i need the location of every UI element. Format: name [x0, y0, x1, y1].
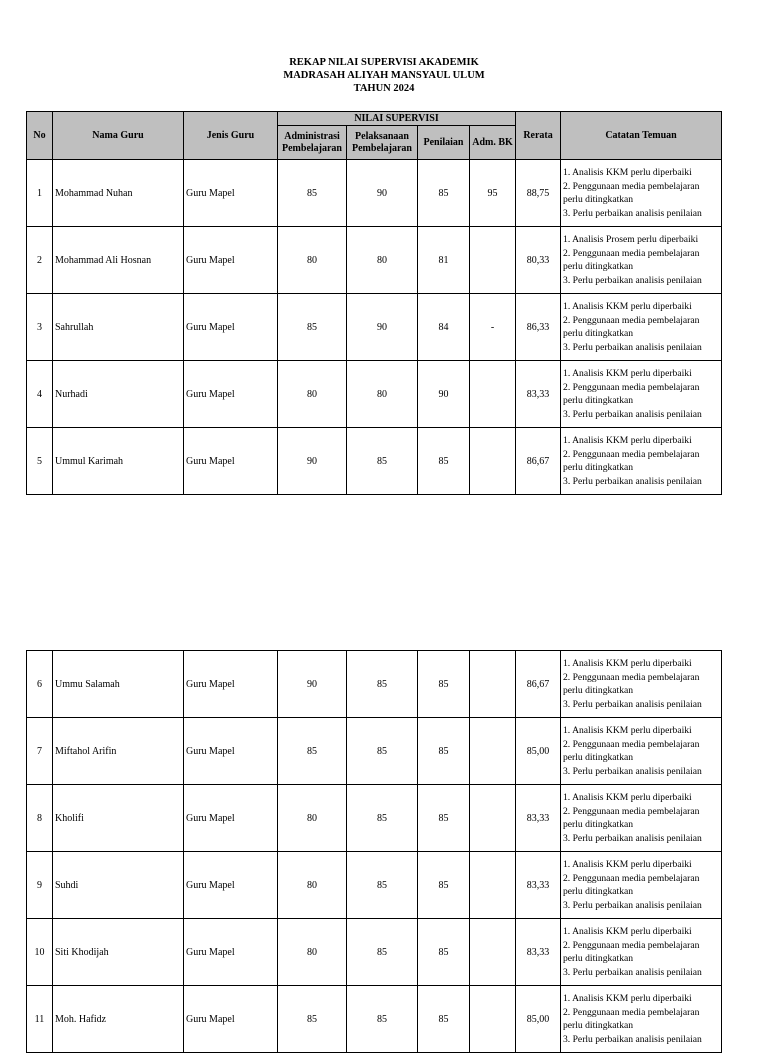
row-adm-bk: [470, 428, 516, 495]
note-line: perlu ditingkatkan: [563, 1020, 634, 1031]
note-line: perlu ditingkatkan: [563, 462, 634, 473]
row-catatan-temuan: [561, 718, 722, 785]
row-adm-bk: [470, 651, 516, 718]
row-jenis-guru: Guru Mapel: [184, 852, 278, 919]
row-no: 4: [27, 361, 53, 428]
row-no: 8: [27, 785, 53, 852]
row-nama-guru: Nurhadi: [53, 361, 184, 428]
row-catatan-temuan: [561, 294, 722, 361]
table-body-page-1: [27, 160, 722, 495]
row-jenis-guru: Guru Mapel: [184, 294, 278, 361]
row-pelaksanaan: 85: [347, 651, 418, 718]
note-line: 3. Perlu perbaikan analisis penilaian: [563, 274, 702, 286]
note-line: 1. Analisis KKM perlu diperbaiki: [563, 301, 692, 312]
note-line: 2. Penggunaan media pembelajaran: [563, 448, 700, 460]
row-jenis-guru: Guru Mapel: [184, 785, 278, 852]
row-nama-guru: Ummul Karimah: [53, 428, 184, 495]
row-jenis-guru: Guru Mapel: [184, 361, 278, 428]
row-administrasi: 85: [278, 294, 347, 361]
row-penilaian: 85: [418, 718, 470, 785]
note-line: 3. Perlu perbaikan analisis penilaian: [563, 765, 702, 777]
table-row: [27, 428, 722, 495]
row-pelaksanaan: 85: [347, 986, 418, 1053]
row-nama-guru: Mohammad Ali Hosnan: [53, 227, 184, 294]
row-administrasi: 85: [278, 718, 347, 785]
note-line: perlu ditingkatkan: [563, 328, 634, 339]
note-line: 2. Penggunaan media pembelajaran: [563, 381, 700, 393]
row-administrasi: 80: [278, 785, 347, 852]
note-line: 1. Analisis KKM perlu diperbaiki: [563, 926, 692, 937]
row-catatan-temuan: [561, 227, 722, 294]
row-administrasi: 90: [278, 651, 347, 718]
row-penilaian: 81: [418, 227, 470, 294]
row-no: 6: [27, 651, 53, 718]
note-line: 3. Perlu perbaikan analisis penilaian: [563, 408, 702, 420]
header-nama-guru: Nama Guru: [53, 112, 184, 160]
row-penilaian: 90: [418, 361, 470, 428]
row-rerata: 88,75: [516, 160, 561, 227]
header-jenis-guru: Jenis Guru: [184, 112, 278, 160]
table-row: [27, 986, 722, 1053]
row-no: 7: [27, 718, 53, 785]
note-line: 2. Penggunaan media pembelajaran: [563, 738, 700, 750]
table-row: [27, 227, 722, 294]
row-nama-guru: Moh. Hafidz: [53, 986, 184, 1053]
row-catatan-temuan: [561, 919, 722, 986]
note-line: perlu ditingkatkan: [563, 752, 634, 763]
row-jenis-guru: Guru Mapel: [184, 227, 278, 294]
note-line: 1. Analisis KKM perlu diperbaiki: [563, 993, 692, 1004]
note-line: 1. Analisis KKM perlu diperbaiki: [563, 658, 692, 669]
row-catatan-temuan: [561, 428, 722, 495]
row-no: 5: [27, 428, 53, 495]
header-nilai-supervisi: NILAI SUPERVISI: [278, 112, 516, 126]
note-line: 1. Analisis KKM perlu diperbaiki: [563, 859, 692, 870]
row-nama-guru: Mohammad Nuhan: [53, 160, 184, 227]
note-line: 3. Perlu perbaikan analisis penilaian: [563, 899, 702, 911]
row-no: 1: [27, 160, 53, 227]
note-line: 3. Perlu perbaikan analisis penilaian: [563, 832, 702, 844]
row-rerata: 85,00: [516, 986, 561, 1053]
row-jenis-guru: Guru Mapel: [184, 986, 278, 1053]
table-row: [27, 651, 722, 718]
header-penilaian: Penilaian: [418, 126, 470, 160]
note-line: 2. Penggunaan media pembelajaran: [563, 872, 700, 884]
row-penilaian: 85: [418, 986, 470, 1053]
row-jenis-guru: Guru Mapel: [184, 651, 278, 718]
note-line: perlu ditingkatkan: [563, 261, 634, 272]
row-adm-bk: [470, 785, 516, 852]
row-penilaian: 85: [418, 785, 470, 852]
header-rerata: Rerata: [516, 112, 561, 160]
header-adm-bk: Adm. BK: [470, 126, 516, 160]
row-administrasi: 80: [278, 361, 347, 428]
note-line: 3. Perlu perbaikan analisis penilaian: [563, 341, 702, 353]
row-pelaksanaan: 80: [347, 361, 418, 428]
header-administrasi: Administrasi Pembelajaran: [278, 126, 347, 160]
row-rerata: 86,67: [516, 651, 561, 718]
note-line: 1. Analisis KKM perlu diperbaiki: [563, 792, 692, 803]
row-administrasi: 85: [278, 986, 347, 1053]
row-jenis-guru: Guru Mapel: [184, 160, 278, 227]
row-rerata: 85,00: [516, 718, 561, 785]
row-administrasi: 80: [278, 852, 347, 919]
row-penilaian: 85: [418, 852, 470, 919]
row-pelaksanaan: 85: [347, 428, 418, 495]
note-line: 2. Penggunaan media pembelajaran: [563, 247, 700, 259]
row-rerata: 86,33: [516, 294, 561, 361]
note-line: 1. Analisis KKM perlu diperbaiki: [563, 435, 692, 446]
row-catatan-temuan: [561, 785, 722, 852]
row-penilaian: 84: [418, 294, 470, 361]
header-pelaksanaan: Pelaksanaan Pembelajaran: [347, 126, 418, 160]
note-line: 2. Penggunaan media pembelajaran: [563, 314, 700, 326]
row-catatan-temuan: [561, 986, 722, 1053]
row-adm-bk: -: [470, 294, 516, 361]
note-line: perlu ditingkatkan: [563, 886, 634, 897]
row-no: 10: [27, 919, 53, 986]
row-administrasi: 80: [278, 919, 347, 986]
row-no: 11: [27, 986, 53, 1053]
row-jenis-guru: Guru Mapel: [184, 428, 278, 495]
row-pelaksanaan: 90: [347, 294, 418, 361]
note-line: 2. Penggunaan media pembelajaran: [563, 671, 700, 683]
row-adm-bk: [470, 227, 516, 294]
row-administrasi: 85: [278, 160, 347, 227]
row-penilaian: 85: [418, 428, 470, 495]
note-line: 1. Analisis KKM perlu diperbaiki: [563, 368, 692, 379]
row-nama-guru: Sahrullah: [53, 294, 184, 361]
row-catatan-temuan: [561, 852, 722, 919]
note-line: perlu ditingkatkan: [563, 953, 634, 964]
row-administrasi: 90: [278, 428, 347, 495]
row-adm-bk: [470, 718, 516, 785]
row-pelaksanaan: 90: [347, 160, 418, 227]
row-penilaian: 85: [418, 160, 470, 227]
note-line: perlu ditingkatkan: [563, 194, 634, 205]
note-line: 3. Perlu perbaikan analisis penilaian: [563, 966, 702, 978]
row-jenis-guru: Guru Mapel: [184, 919, 278, 986]
table-row: [27, 294, 722, 361]
document-title: [0, 56, 768, 95]
table-row: [27, 718, 722, 785]
row-penilaian: 85: [418, 919, 470, 986]
row-adm-bk: [470, 986, 516, 1053]
row-penilaian: 85: [418, 651, 470, 718]
row-rerata: 83,33: [516, 785, 561, 852]
supervision-table-page-1: [26, 111, 722, 495]
row-adm-bk: [470, 919, 516, 986]
row-no: 9: [27, 852, 53, 919]
row-nama-guru: Kholifi: [53, 785, 184, 852]
note-line: 1. Analisis KKM perlu diperbaiki: [563, 725, 692, 736]
table-row: [27, 785, 722, 852]
note-line: 3. Perlu perbaikan analisis penilaian: [563, 1033, 702, 1045]
row-pelaksanaan: 85: [347, 852, 418, 919]
note-line: 1. Analisis Prosem perlu diperbaiki: [563, 234, 699, 245]
row-jenis-guru: Guru Mapel: [184, 718, 278, 785]
table-row: [27, 852, 722, 919]
note-line: 3. Perlu perbaikan analisis penilaian: [563, 475, 702, 487]
row-rerata: 83,33: [516, 852, 561, 919]
row-catatan-temuan: [561, 651, 722, 718]
row-adm-bk: [470, 852, 516, 919]
title-line-2: MADRASAH ALIYAH MANSYAUL ULUM: [283, 70, 485, 81]
row-no: 3: [27, 294, 53, 361]
note-line: 2. Penggunaan media pembelajaran: [563, 805, 700, 817]
row-rerata: 83,33: [516, 361, 561, 428]
note-line: perlu ditingkatkan: [563, 685, 634, 696]
row-rerata: 86,67: [516, 428, 561, 495]
note-line: perlu ditingkatkan: [563, 819, 634, 830]
note-line: 1. Analisis KKM perlu diperbaiki: [563, 167, 692, 178]
table-row: [27, 361, 722, 428]
note-line: 2. Penggunaan media pembelajaran: [563, 180, 700, 192]
row-nama-guru: Ummu Salamah: [53, 651, 184, 718]
title-line-3: TAHUN 2024: [353, 83, 415, 94]
header-no: No: [27, 112, 53, 160]
row-administrasi: 80: [278, 227, 347, 294]
table-row: [27, 919, 722, 986]
row-no: 2: [27, 227, 53, 294]
row-nama-guru: Miftahol Arifin: [53, 718, 184, 785]
row-catatan-temuan: [561, 160, 722, 227]
row-catatan-temuan: [561, 361, 722, 428]
note-line: 2. Penggunaan media pembelajaran: [563, 939, 700, 951]
note-line: 2. Penggunaan media pembelajaran: [563, 1006, 700, 1018]
table-body-page-2: [27, 651, 722, 1053]
supervision-table-page-2: [26, 650, 722, 1053]
row-rerata: 80,33: [516, 227, 561, 294]
row-adm-bk: [470, 361, 516, 428]
row-nama-guru: Suhdi: [53, 852, 184, 919]
table-row: [27, 160, 722, 227]
row-pelaksanaan: 85: [347, 785, 418, 852]
row-rerata: 83,33: [516, 919, 561, 986]
title-line-1: REKAP NILAI SUPERVISI AKADEMIK: [289, 57, 479, 68]
row-pelaksanaan: 85: [347, 919, 418, 986]
row-pelaksanaan: 85: [347, 718, 418, 785]
header-catatan-temuan: Catatan Temuan: [561, 112, 722, 160]
note-line: perlu ditingkatkan: [563, 395, 634, 406]
row-nama-guru: Siti Khodijah: [53, 919, 184, 986]
note-line: 3. Perlu perbaikan analisis penilaian: [563, 698, 702, 710]
note-line: 3. Perlu perbaikan analisis penilaian: [563, 207, 702, 219]
row-adm-bk: 95: [470, 160, 516, 227]
row-pelaksanaan: 80: [347, 227, 418, 294]
